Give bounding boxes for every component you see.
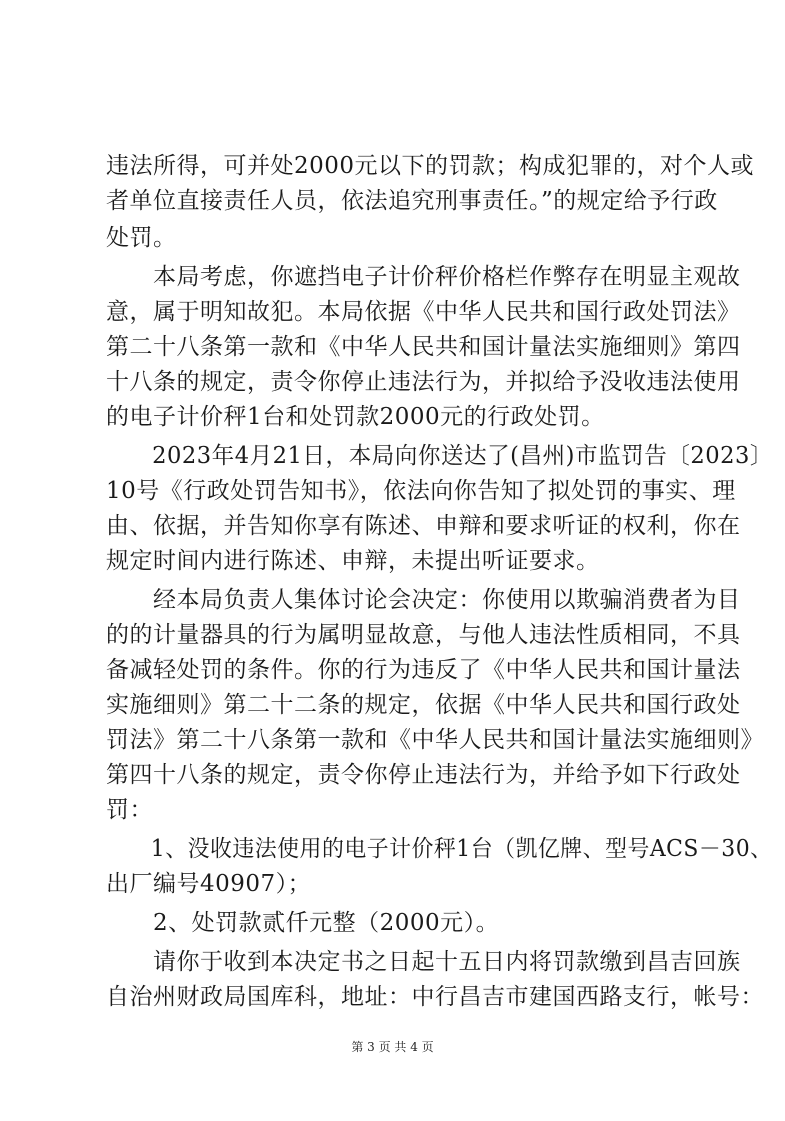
text-line: 10号《行政处罚告知书》，依法向你告知了拟处罚的事实、理 bbox=[106, 478, 736, 504]
text-line: 者单位直接责任人员，依法追究刑事责任。”的规定给予行政 bbox=[106, 188, 718, 214]
text-line: 第四十八条的规定，责令你停止违法行为，并给予如下行政处 bbox=[106, 762, 741, 788]
page-number-footer: 第 3 页 共 4 页 bbox=[351, 1040, 434, 1054]
text-line: 2023年4月21日，本局向你送达了(昌州)市监罚告〔2023〕 bbox=[106, 443, 773, 469]
text-line: 的的计量器具的行为属明显故意，与他人违法性质相同，不具 bbox=[106, 622, 741, 648]
text-line: 经本局负责人集体讨论会决定：你使用以欺骗消费者为目 bbox=[106, 587, 741, 613]
text-line: 意，属于明知故犯。本局依据《中华人民共和国行政处罚法》 bbox=[106, 299, 741, 325]
text-line: 罚法》第二十八条第一款和《中华人民共和国计量法实施细则》 bbox=[106, 727, 764, 753]
text-line: 自治州财政局国库科，地址：中行昌吉市建国西路支行，帐号： bbox=[106, 984, 764, 1010]
text-line: 本局考虑，你遮挡电子计价秤价格栏作弊存在明显主观故 bbox=[106, 264, 741, 290]
text-line: 十八条的规定，责令你停止违法行为，并拟给予没收违法使用 bbox=[106, 369, 741, 395]
text-line: 规定时间内进行陈述、申辩，未提出听证要求。 bbox=[106, 548, 600, 574]
text-line: 请你于收到本决定书之日起十五日内将罚款缴到昌吉回族 bbox=[106, 949, 741, 975]
text-line: 的电子计价秤1台和处罚款2000元的行政处罚。 bbox=[106, 404, 605, 430]
text-line: 实施细则》第二十二条的规定，依据《中华人民共和国行政处 bbox=[106, 692, 741, 718]
text-line: 2、处罚款贰仟元整（2000元）。 bbox=[106, 910, 500, 936]
text-line: 1、没收违法使用的电子计价秤1台（凯亿牌、型号ACS－30、 bbox=[106, 836, 773, 862]
text-line: 由、依据，并告知你享有陈述、申辩和要求听证的权利，你在 bbox=[106, 513, 741, 539]
text-line: 出厂编号40907）； bbox=[106, 871, 312, 897]
text-line: 违法所得，可并处2000元以下的罚款；构成犯罪的，对个人或 bbox=[106, 153, 755, 179]
text-line: 备减轻处罚的条件。你的行为违反了《中华人民共和国计量法 bbox=[106, 657, 741, 683]
text-line: 第二十八条第一款和《中华人民共和国计量法实施细则》第四 bbox=[106, 334, 741, 360]
text-line: 处罚。 bbox=[106, 225, 177, 251]
text-line: 罚： bbox=[106, 797, 153, 823]
